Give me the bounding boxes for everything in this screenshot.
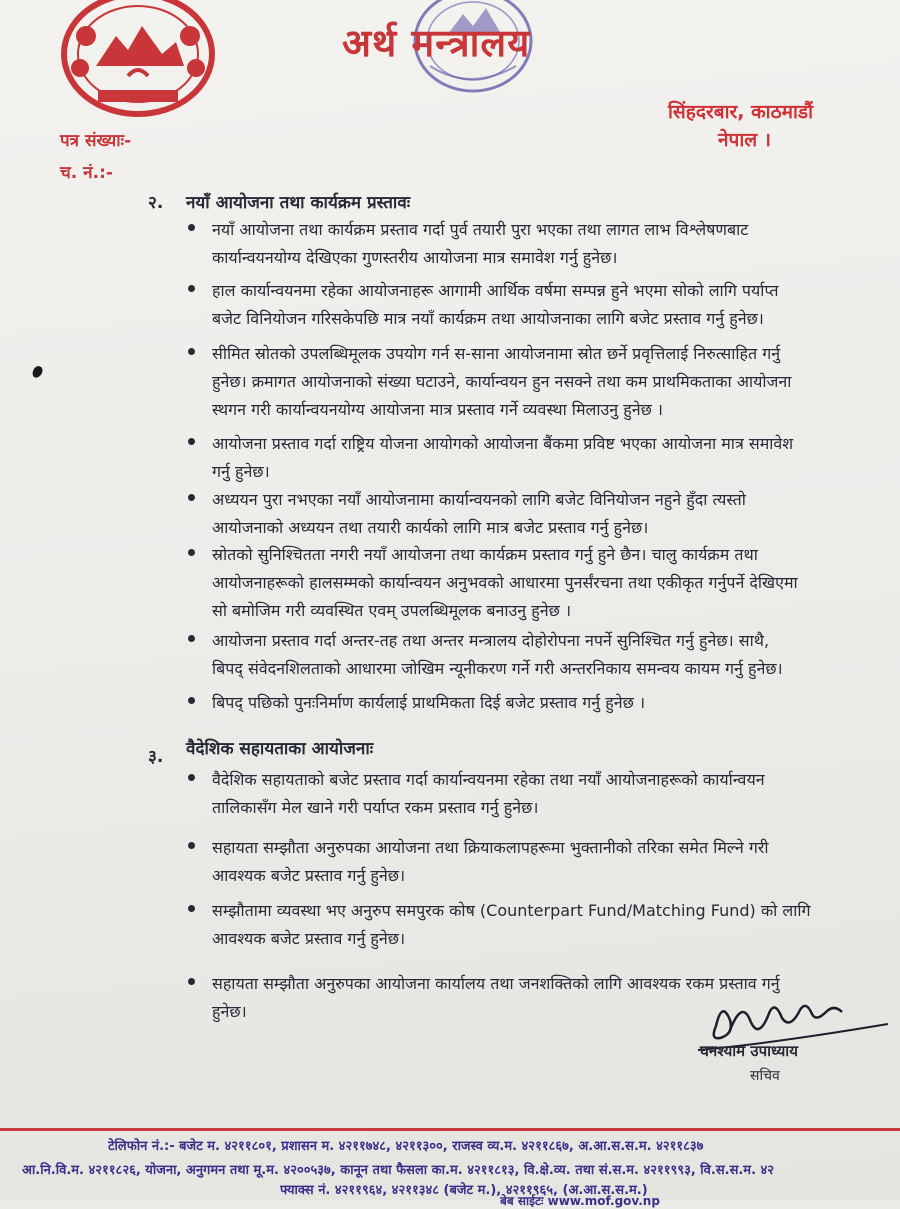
list-item	[188, 277, 878, 333]
footer-divider	[0, 1128, 900, 1131]
list-item	[188, 216, 878, 272]
nepal-government-emblem-icon	[58, 0, 218, 120]
bullet-icon	[188, 842, 195, 849]
bullet-icon	[188, 348, 195, 355]
signatory-name: घनश्याम उपाध्याय	[700, 1042, 798, 1060]
list-item-text: बिपद् पछिको पुनःनिर्माण कार्यलाई प्राथमिकता दिई बजेट प्रस्ताव गर्नु हुनेछ ।	[212, 693, 646, 712]
section-title: नयाँ आयोजना तथा कार्यक्रम प्रस्तावः	[186, 193, 411, 213]
bullet-icon	[188, 438, 195, 445]
letter-reference-label: पत्र संख्याः-	[60, 131, 132, 151]
bullet-icon	[188, 549, 195, 556]
bullet-icon	[188, 905, 195, 912]
list-item-text: स्रोतको सुनिश्चितता नगरी नयाँ आयोजना तथा कार्यक्रम प्रस्ताव गर्नु हुने छैन। चालु कार्यक्रम तथा आयोजनाहरूको हालसम्मको कार्यान्वयन अनुभवको आधारमा पुनर्संरचना तथा एकीकृत गर्नुपर्ने देखिएमा सो बमोजिम गरी व्यवस्थित एवम् उपलब्धिमूलक बनाउनु हुनेछ ।	[212, 545, 798, 620]
list-item-text: आयोजना प्रस्ताव गर्दा राष्ट्रिय योजना आयोगको आयोजना बैंकमा प्रविष्ट भएका आयोजना मात्र समावेश गर्नु हुनेछ।	[212, 434, 794, 481]
list-item-text: सीमित स्रोतको उपलब्धिमूलक उपयोग गर्न स-साना आयोजनामा स्रोत छर्ने प्रवृत्तिलाई निरुत्साहित गर्नु हुनेछ। क्रमागत आयोजनाको संख्या घटाउने, कार्यान्वयन हुन नसक्ने तथा कम प्राथमिकताका आयोजना स्थगन गरी कार्यान्वयनयोग्य आयोजना मात्र प्रस्ताव गर्ने व्यवस्था मिलाउनु हुनेछ ।	[212, 344, 792, 419]
signatory-title: सचिव	[750, 1068, 780, 1084]
list-item	[188, 430, 878, 486]
bullet-icon	[188, 224, 195, 231]
bullet-icon	[188, 285, 195, 292]
list-item	[188, 689, 878, 717]
list-item	[188, 897, 878, 953]
list-item-text: सहायता सम्झौता अनुरुपका आयोजना कार्यालय तथा जनशक्तिको लागि आवश्यक रकम प्रस्ताव गर्नु हुनेछ।	[212, 974, 780, 1021]
list-item	[188, 340, 878, 424]
footer-fax-line: फ्याक्स नं. ४२११९६४, ४२११३४८ (बजेट म.), ४२११९६५, (अ.आ.स.स.म.)	[280, 1183, 648, 1198]
bullet-icon	[188, 635, 195, 642]
footer-phone-line-2: आ.नि.वि.म. ४२११८२६, योजना, अनुगमन तथा मू.म. ४२००५३७, कानून तथा फैसला का.म. ४२११८१३, वि.क्षे.व्य. तथा सं.स.म. ४२११९९३, वि.स.स.म. ४२	[22, 1163, 775, 1178]
list-item-text: वैदेशिक सहायताको बजेट प्रस्ताव गर्दा कार्यान्वयनमा रहेका तथा नयाँ आयोजनाहरूको कार्यान्वयन तालिकासँग मेल खाने गरी पर्याप्त रकम प्रस्ताव गर्नु हुनेछ।	[212, 770, 765, 817]
list-item	[188, 627, 878, 683]
section-number: २.	[148, 193, 164, 213]
list-item-text: सम्झौतामा व्यवस्था भए अनुरुप समपुरक कोष (Counterpart Fund/Matching Fund) को लागि आवश्यक बजेट प्रस्ताव गर्नु हुनेछ।	[212, 901, 811, 948]
bullet-icon	[188, 697, 195, 704]
bullet-icon	[188, 774, 195, 781]
list-item	[188, 766, 878, 822]
list-item	[188, 834, 878, 890]
list-item	[188, 541, 878, 625]
list-item-text: सहायता सम्झौता अनुरुपका आयोजना तथा क्रियाकलापहरूमा भुक्तानीको तरिका समेत मिल्ने गरी आवश्यक बजेट प्रस्ताव गर्नु हुनेछ।	[212, 838, 769, 885]
list-item-text: हाल कार्यान्वयनमा रहेका आयोजनाहरू आगामी आर्थिक वर्षमा सम्पन्न हुने भएमा सोको लागि पर्याप्त बजेट विनियोजन गरिसकेपछि मात्र नयाँ कार्यक्रम तथा आयोजनाका लागि बजेट प्रस्ताव गर्नु हुनेछ।	[212, 281, 779, 328]
address-line-2: नेपाल ।	[718, 129, 771, 151]
ministry-title: अर्थ मन्त्रालय	[342, 21, 531, 65]
footer-phone-line: टेलिफोन नं.:- बजेट म. ४२११८०१, प्रशासन म. ४२११७४८, ४२११३००, राजस्व व्य.म. ४२११८६७, अ.आ.स.स.म. ४२११८३७	[108, 1139, 704, 1154]
list-item-text: अध्ययन पुरा नभएका नयाँ आयोजनामा कार्यान्वयनको लागि बजेट विनियोजन नहुने हुँदा त्यस्तो आयोजनाको अध्ययन तथा तयारी कार्यको लागि मात्र बजेट प्रस्ताव गर्नु हुनेछ।	[212, 490, 746, 537]
bullet-icon	[188, 494, 195, 501]
section-title: वैदेशिक सहायताका आयोजनाः	[186, 739, 374, 759]
footer-website-link[interactable]: बेब साईटः www.mof.gov.np	[500, 1194, 660, 1208]
list-item-text: आयोजना प्रस्ताव गर्दा अन्तर-तह तथा अन्तर मन्त्रालय दोहोरोपना नपर्ने सुनिश्चित गर्नु हुनेछ। साथै, बिपद् संवेदनशिलताको आधारमा जोखिम न्यूनीकरण गर्ने गरी अन्तरनिकाय समन्वय कायम गर्नु हुनेछ।	[212, 631, 783, 678]
list-item-text: नयाँ आयोजना तथा कार्यक्रम प्रस्ताव गर्दा पुर्व तयारी पुरा भएका तथा लागत लाभ विश्लेषणबाट कार्यान्वयनयोग्य देखिएका गुणस्तरीय आयोजना मात्र समावेश गर्नु हुनेछ।	[212, 220, 749, 267]
section-number: ३.	[148, 747, 164, 767]
dispatch-number-label: च. नं.:-	[60, 163, 113, 183]
ink-blot	[31, 365, 44, 379]
bullet-icon	[188, 978, 195, 985]
list-item	[188, 486, 878, 542]
address-line-1: सिंहदरबार, काठमाडौं	[668, 101, 814, 123]
